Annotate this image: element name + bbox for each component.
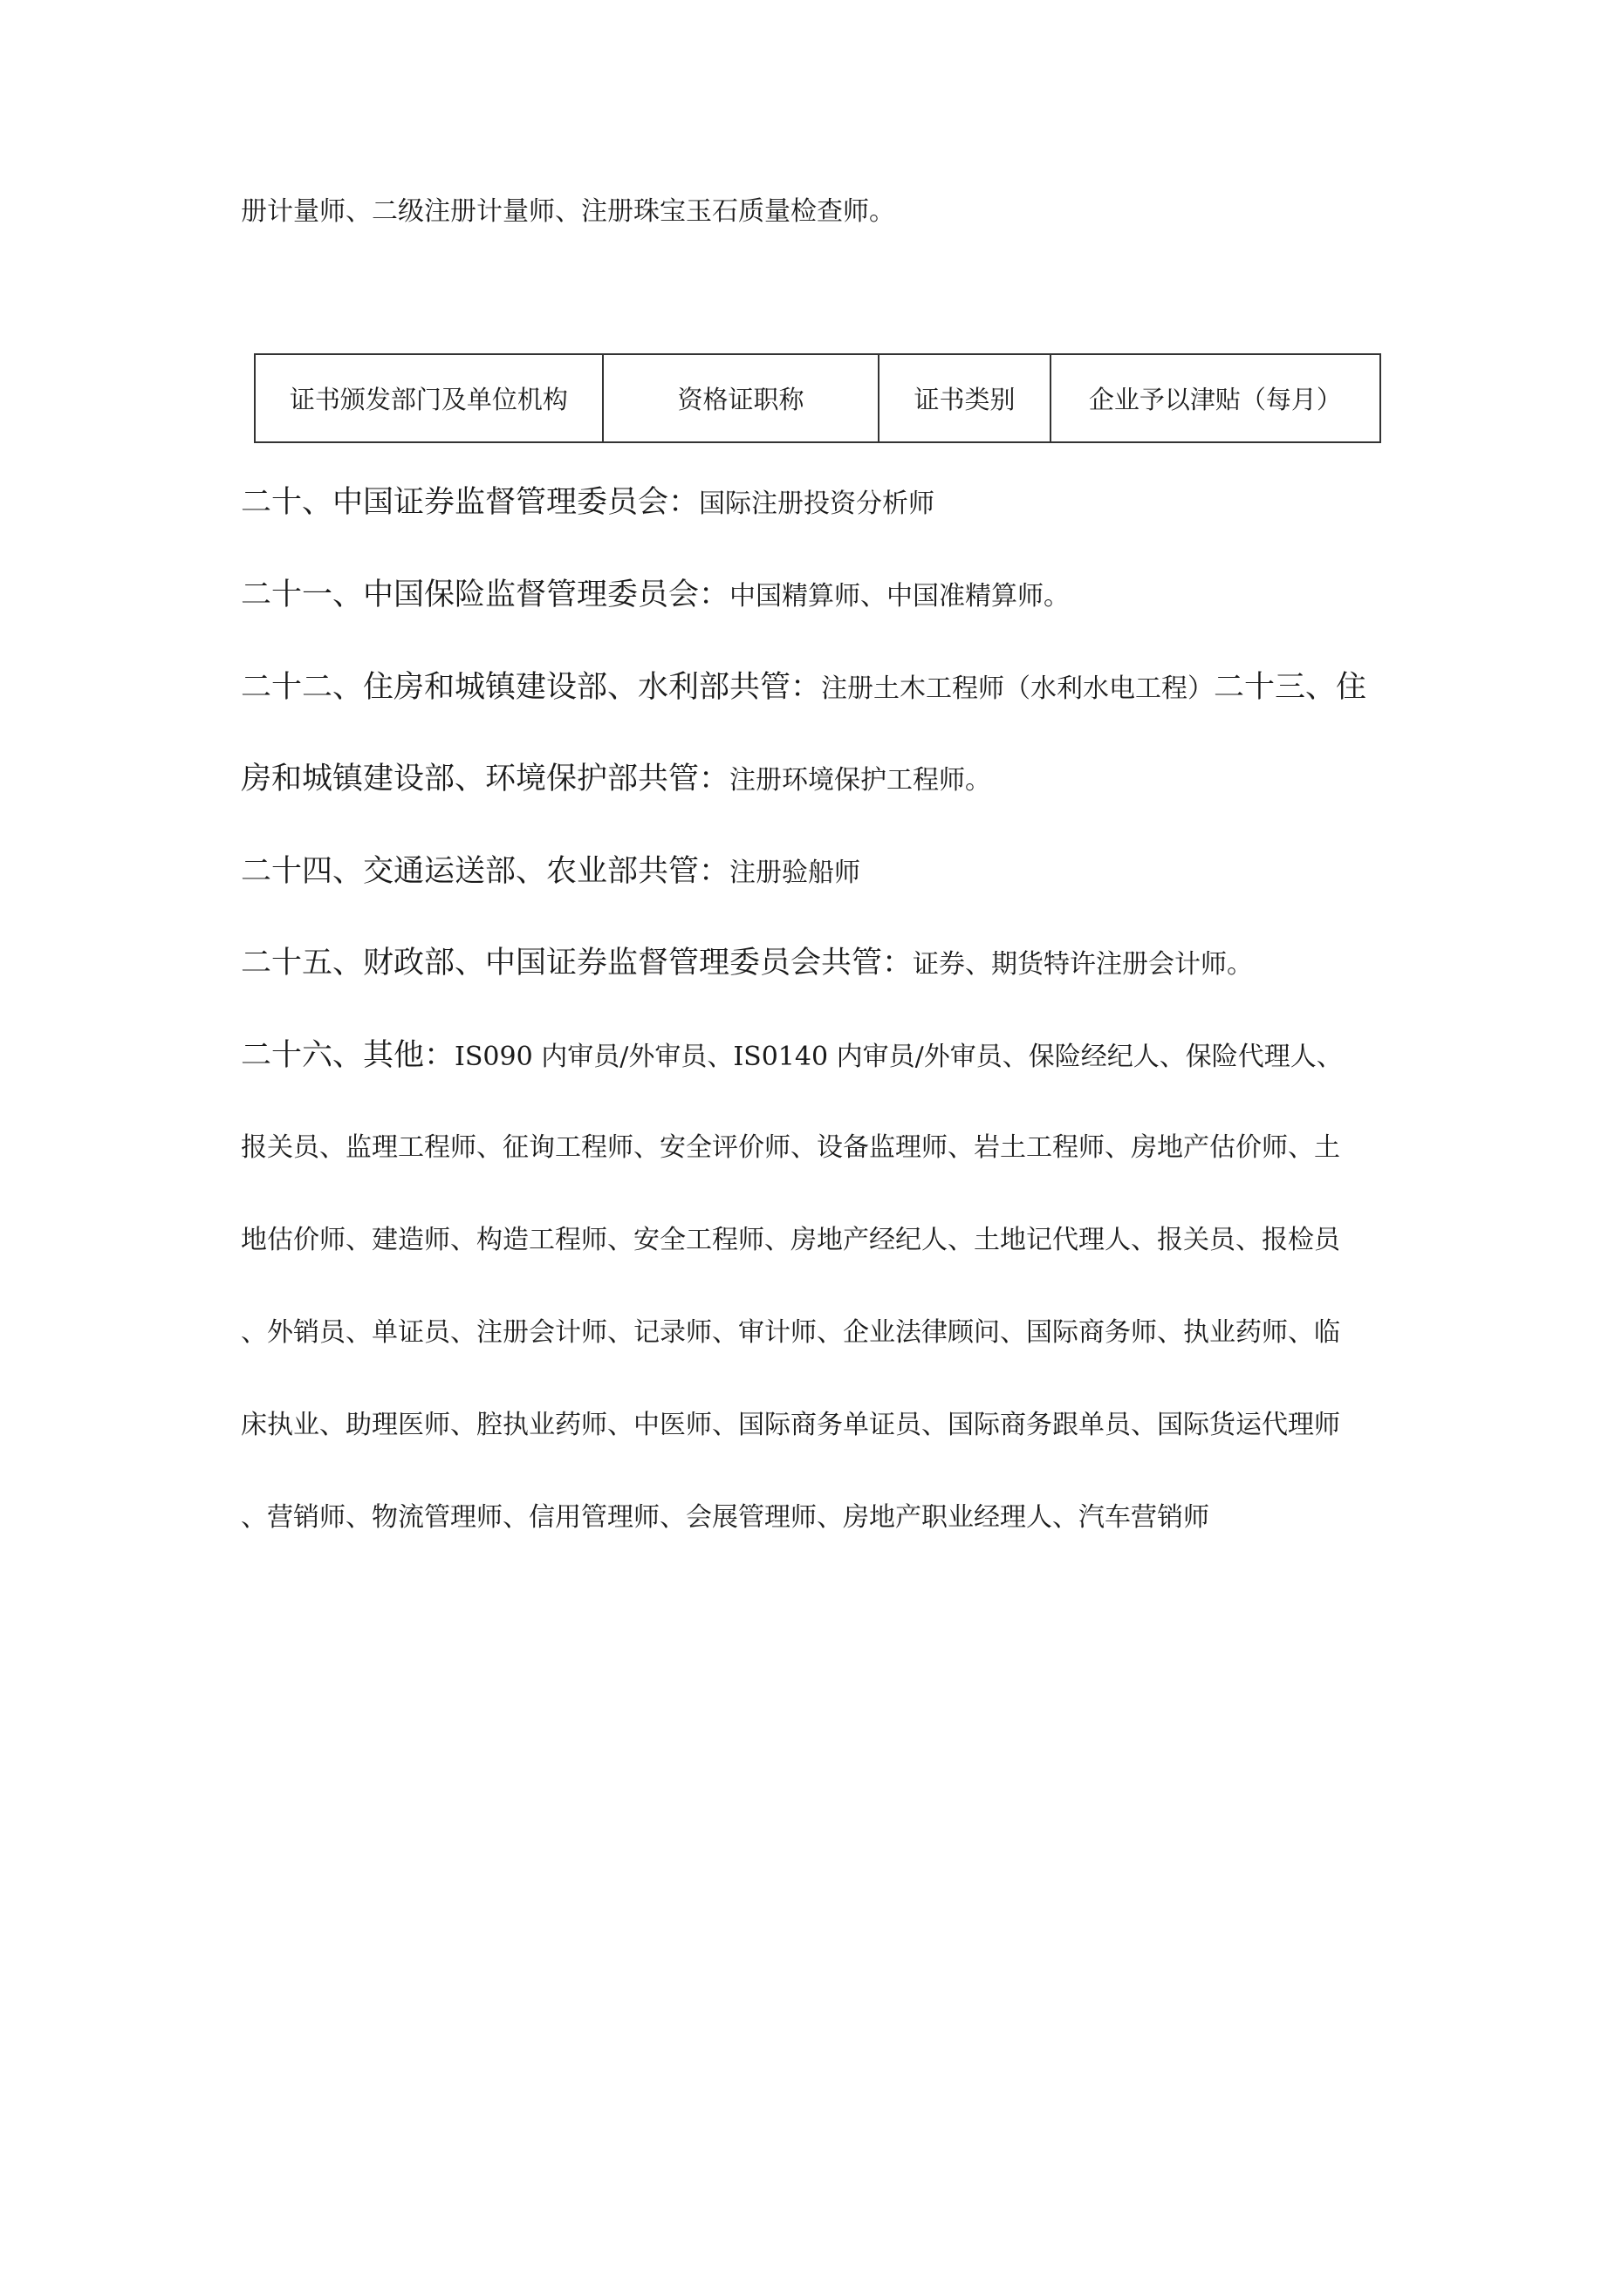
header-issuing-dept: 证书颁发部门及单位机构 [255, 354, 603, 442]
item-20 [241, 485, 935, 520]
other-list-line: 床执业、助理医师、腔执业药师、中医师、国际商务单证员、国际商务跟单员、国际货运代理师 [241, 1410, 1340, 1440]
item-head: 二十六、其他： [241, 1038, 455, 1073]
certificate-table [254, 353, 1381, 443]
table-header-row [255, 354, 1380, 442]
item-22 [241, 670, 1367, 705]
intro-text: 册计量师、二级注册计量师、注册珠宝玉石质量检查师。 [241, 196, 895, 227]
item-24 [241, 854, 861, 889]
item-body: 注册环境保护工程师。 [729, 765, 992, 796]
item-25 [241, 948, 1253, 979]
item-head: 二十一、中国保险监督管理委员会： [241, 577, 730, 612]
item-head: 房和城镇建设部、环境保护部共管： [241, 762, 730, 796]
header-monthly-allowance: 企业予以津贴（每月） [1051, 354, 1380, 442]
item-21 [241, 577, 1071, 612]
other-list-line: 、外销员、单证员、注册会计师、记录师、审计师、企业法律顾问、国际商务师、执业药师、临 [241, 1317, 1340, 1348]
item-26 [241, 1038, 1343, 1073]
header-qualification-title: 资格证职称 [603, 354, 879, 442]
item-body: IS090 内审员/外审员、IS0140 内审员/外审员、保险经纪人、保险代理人、 [455, 1042, 1343, 1072]
item-23-continued [241, 764, 991, 795]
other-list-line: 报关员、监理工程师、征询工程师、安全评价师、设备监理师、岩土工程师、房地产估价师、土 [241, 1132, 1340, 1163]
item-head: 二十四、交通运送部、农业部共管： [241, 854, 730, 889]
item-body: 注册验船师 [729, 858, 861, 888]
item-head-continued: 二十三、住 [1214, 670, 1367, 705]
item-head: 二十、中国证券监督管理委员会： [241, 485, 700, 520]
other-list-line: 地估价师、建造师、构造工程师、安全工程师、房地产经纪人、土地记代理人、报关员、报检员 [241, 1225, 1340, 1255]
item-body: 中国精算师、中国准精算师。 [729, 581, 1071, 612]
header-certificate-type: 证书类别 [879, 354, 1051, 442]
item-body: 证券、期货特许注册会计师。 [913, 949, 1254, 980]
item-head: 二十五、财政部、中国证券监督管理委员会共管： [241, 946, 914, 981]
item-head: 二十二、住房和城镇建设部、水利部共管： [241, 670, 822, 705]
other-list-line: 、营销师、物流管理师、信用管理师、会展管理师、房地产职业经理人、汽车营销师 [241, 1502, 1209, 1533]
item-body: 注册土木工程师（水利水电工程） [821, 673, 1215, 704]
item-body: 国际注册投资分析师 [699, 489, 935, 519]
